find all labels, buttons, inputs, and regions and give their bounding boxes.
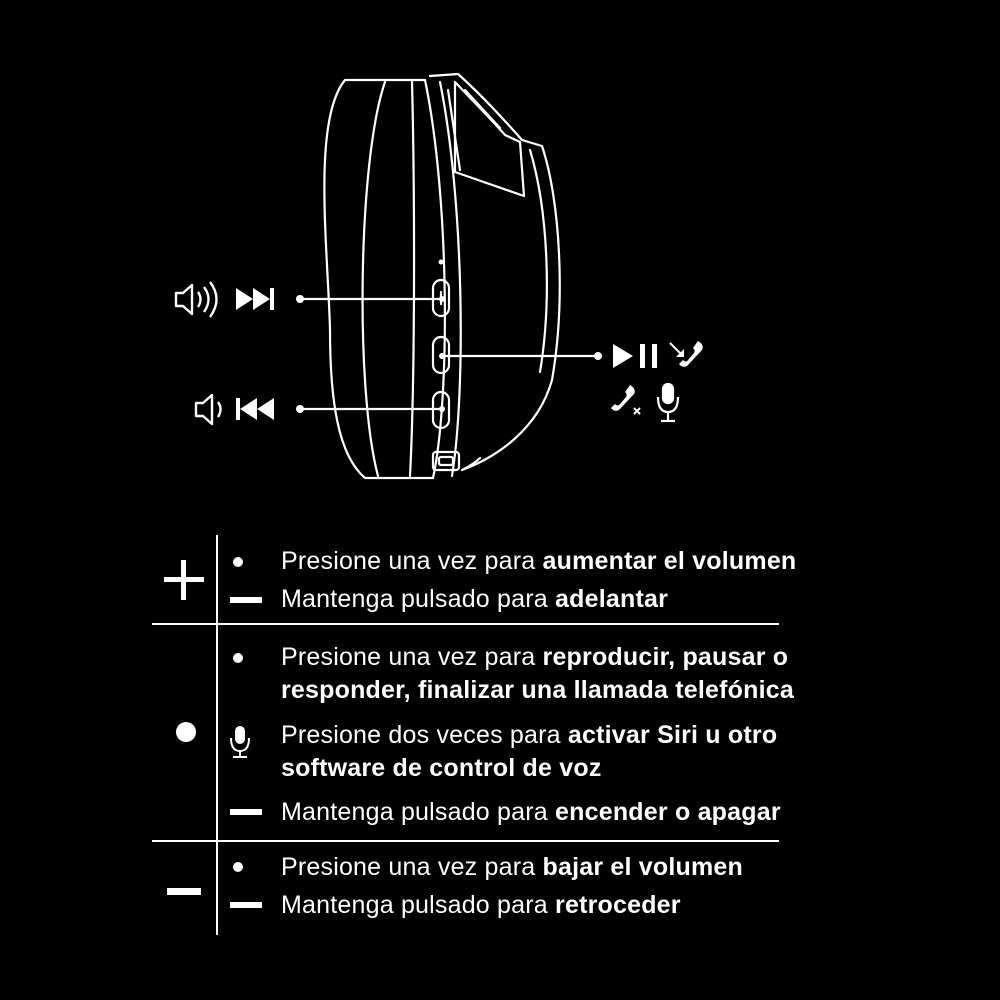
dash-marker xyxy=(230,902,262,908)
bullet-marker xyxy=(233,557,243,567)
normal-text: Presione dos veces para xyxy=(281,721,568,749)
bold-text: encender o apagar xyxy=(555,798,781,826)
normal-text: Presione una vez para xyxy=(281,853,543,881)
answer-call-icon xyxy=(670,341,703,367)
dash-marker xyxy=(230,809,262,815)
plus-icon xyxy=(164,560,204,600)
bold-text: software de control de voz xyxy=(281,754,602,782)
bullet-marker xyxy=(233,862,243,872)
normal-text: Presione una vez para xyxy=(281,643,543,671)
volume-up-icon xyxy=(176,282,217,317)
normal-text: Mantenga pulsado para xyxy=(281,891,556,919)
normal-text: Mantenga pulsado para xyxy=(281,798,556,826)
previous-track-icon xyxy=(236,398,274,420)
normal-text: Mantenga pulsado para xyxy=(281,585,556,613)
legend-center-row-3 xyxy=(281,796,781,829)
legend-plus-row-2 xyxy=(281,583,668,616)
legend-divider-2 xyxy=(152,840,779,842)
bold-text: adelantar xyxy=(555,585,669,613)
bold-text: bajar el volumen xyxy=(542,853,744,881)
microphone-icon xyxy=(229,725,251,759)
pause-icon xyxy=(640,344,657,368)
bold-text: activar Siri u otro xyxy=(567,721,778,749)
legend-divider-1 xyxy=(152,623,779,625)
bold-text: reproducir, pausar o xyxy=(542,643,789,671)
bold-text: retroceder xyxy=(555,891,681,919)
legend-center-row-1-line-2 xyxy=(281,674,794,707)
legend-minus-row-2 xyxy=(281,889,681,922)
microphone-icon xyxy=(658,384,678,421)
end-call-icon xyxy=(611,385,640,414)
legend-center-row-1 xyxy=(281,641,788,674)
bold-text: responder, finalizar una llamada telefónica xyxy=(281,676,794,704)
legend-center-row-2-line-2 xyxy=(281,752,602,785)
legend-center-row-2 xyxy=(281,719,777,752)
legend-vertical-divider xyxy=(216,535,218,935)
led-indicator xyxy=(439,260,444,265)
dash-marker xyxy=(230,597,262,603)
normal-text: Presione una vez para xyxy=(281,547,543,575)
bullet-marker xyxy=(233,653,243,663)
legend-plus-row-1 xyxy=(281,545,796,578)
legend-minus-row-1 xyxy=(281,851,743,884)
play-icon xyxy=(613,344,633,368)
dot-icon xyxy=(176,722,196,742)
bold-text: aumentar el volumen xyxy=(542,547,797,575)
next-track-icon xyxy=(236,288,274,310)
volume-down-icon xyxy=(196,395,221,424)
minus-icon xyxy=(167,888,201,895)
